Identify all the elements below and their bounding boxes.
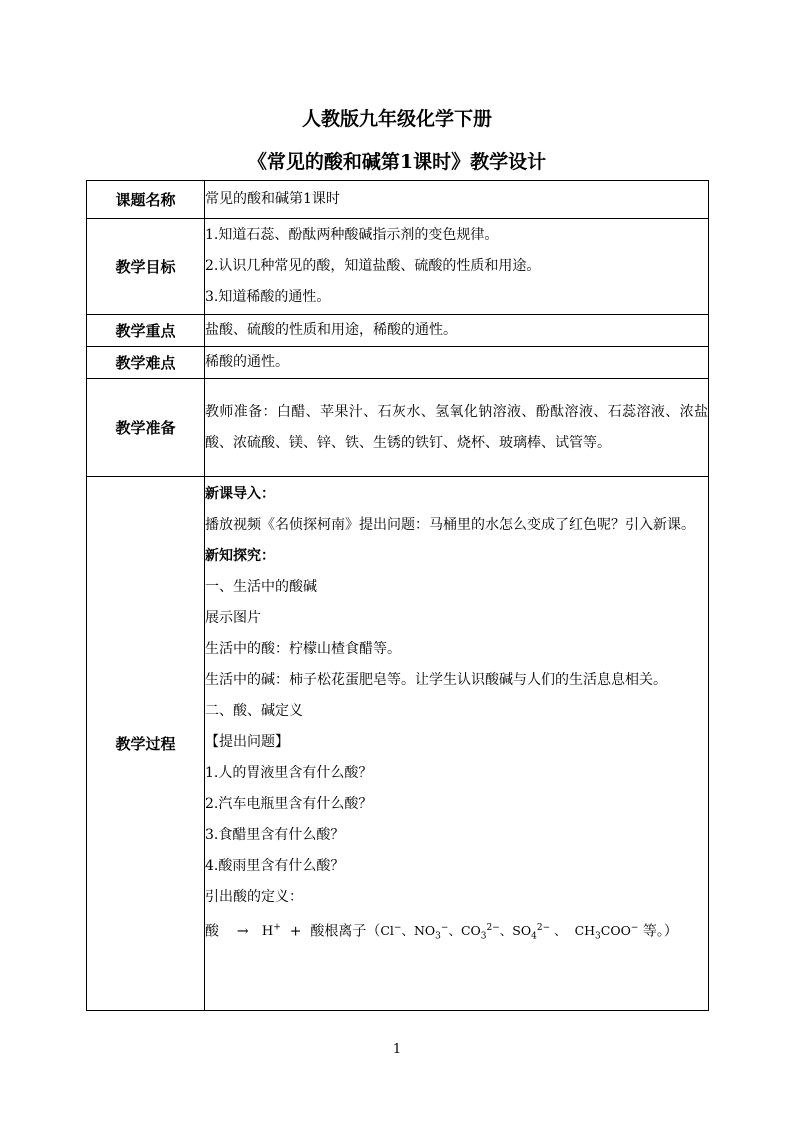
row-topic	[87, 181, 709, 219]
value-topic: 常见的酸和碱第1课时	[205, 181, 709, 219]
label-preparation: 教学准备	[87, 379, 205, 477]
intro-text: 播放视频《名侦探柯南》提出问题：马桶里的水怎么变成了红色呢？引入新课。	[205, 517, 695, 533]
life-base: 生活中的碱：柿子松花蛋肥皂等。让学生认识酸碱与人们的生活息息相关。	[205, 672, 667, 688]
formula-plus: +	[289, 923, 302, 940]
formula-arrow: →	[236, 923, 249, 940]
value-process	[205, 477, 709, 1011]
value-preparation: 教师准备：白醋、苹果汁、石灰水、氢氧化钠溶液、酚酞溶液、石蕊溶液、浓盐酸、浓硫酸、镁、锌、铁、生锈的铁钉、烧杯、玻璃棒、试管等。	[205, 379, 709, 477]
explore-heading: 新知探究：	[205, 548, 275, 564]
question-item: 3.食醋里含有什么酸？	[205, 827, 345, 843]
formula-etc: 等。）	[642, 923, 678, 940]
objective-item: 2.认识几种常见的酸，知道盐酸、硫酸的性质和用途。	[205, 258, 541, 274]
objective-item: 3.知道稀酸的通性。	[205, 289, 331, 305]
row-objectives	[87, 219, 709, 315]
label-objectives: 教学目标	[87, 219, 205, 315]
formula-acid: 酸	[205, 923, 219, 940]
value-key-points: 盐酸、硫酸的性质和用途，稀酸的通性。	[205, 315, 709, 347]
section-life-acid-base: 一、生活中的酸碱	[205, 579, 317, 595]
label-difficulties: 教学难点	[87, 347, 205, 379]
value-objectives	[205, 219, 709, 315]
question-item: 1.人的胃液里含有什么酸？	[205, 765, 373, 781]
lesson-plan-table	[86, 180, 709, 1011]
section-definitions: 二、酸、碱定义	[205, 703, 303, 719]
document-subtitle: 《常见的酸和碱第1课时》教学设计	[247, 151, 547, 173]
objective-item: 1.知道石蕊、酚酞两种酸碱指示剂的变色规律。	[205, 227, 499, 243]
life-acid: 生活中的酸：柠檬山楂食醋等。	[205, 641, 401, 657]
formula-radical-label: 酸根离子（	[310, 923, 381, 940]
show-pictures: 展示图片	[205, 610, 261, 626]
question-item: 2.汽车电瓶里含有什么酸？	[205, 796, 373, 812]
row-preparation	[87, 379, 709, 477]
row-difficulties	[87, 347, 709, 379]
row-process	[87, 477, 709, 1011]
intro-heading: 新课导入：	[205, 486, 275, 502]
label-key-points: 教学重点	[87, 315, 205, 347]
acid-definition-formula	[205, 913, 708, 953]
document-title: 人教版九年级化学下册	[301, 108, 492, 130]
formula-ions: Cl−、$NO_3^-$、$CO_3^{2-}$、$SO_4^{2-}$ 、 $CH_3COO^-$	[380, 923, 639, 942]
question-item: 4.酸雨里含有什么酸？	[205, 858, 345, 874]
page-number: 1	[392, 1042, 402, 1057]
value-difficulties: 稀酸的通性。	[205, 347, 709, 379]
label-topic: 课题名称	[87, 181, 205, 219]
label-process: 教学过程	[87, 477, 205, 1011]
question-heading: 【提出问题】	[205, 734, 289, 750]
formula-hydrogen: H+	[261, 923, 281, 940]
acid-definition-lead: 引出酸的定义：	[205, 889, 303, 905]
row-key-points	[87, 315, 709, 347]
